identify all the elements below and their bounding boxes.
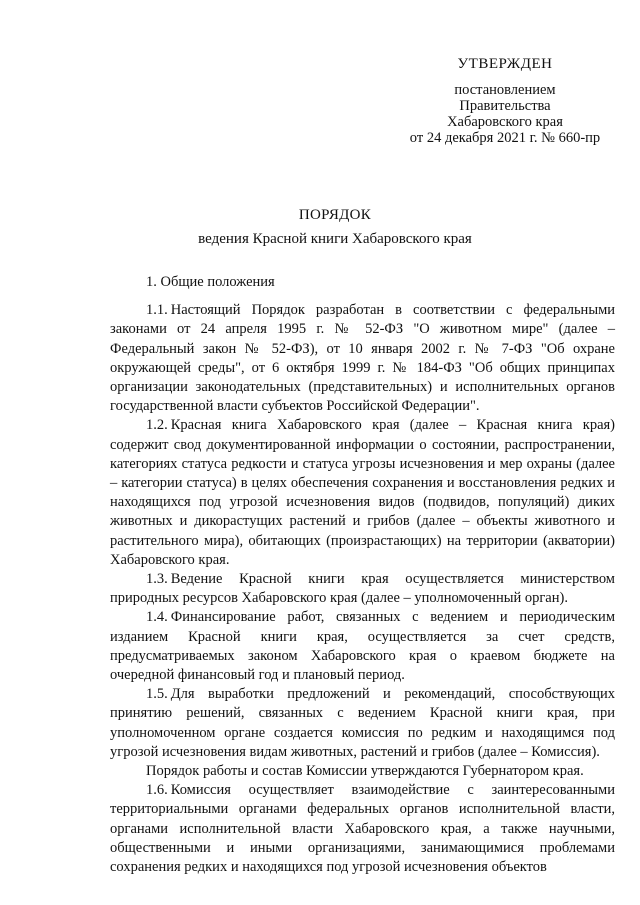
- paragraph-number: 1.5.: [146, 686, 168, 703]
- paragraph-1-3: [110, 570, 615, 608]
- section-heading: 1. Общие положения: [146, 274, 275, 290]
- paragraph-number: 1.2.: [146, 417, 168, 434]
- paragraph-number: 1.4.: [146, 609, 168, 626]
- paragraph-1-4: [110, 608, 615, 685]
- paragraph-1-2: [110, 416, 615, 570]
- paragraph-text: Ведение Красной книги края осуществляется министерством природных ресурсов Хабаровского края (далее – уполномоченный орган).: [110, 571, 615, 607]
- approval-stamp: [395, 56, 615, 146]
- paragraph-text: Порядок работы и состав Комиссии утверждаются Губернатором края.: [146, 763, 584, 780]
- paragraph-number: 1.3.: [146, 571, 168, 588]
- paragraph-number: 1.6.: [146, 782, 168, 799]
- document-title: ПОРЯДОК: [298, 207, 372, 223]
- paragraph-text: Комиссия осуществляет взаимодействие с заинтересованными территориальными органами федеральных органов исполнительной власти, органами исполнительной власти Хабаровского края, а также научными, общественными и иными организациями, занимающимися проблемами сохранения редких и находящихся под угрозой исчезновения объектов: [110, 782, 615, 876]
- approval-line-3: Хабаровского края: [447, 114, 563, 130]
- document-subtitle: ведения Красной книги Хабаровского края: [198, 231, 472, 247]
- document-body: [110, 273, 615, 877]
- approval-line-1: постановлением: [454, 82, 556, 98]
- approval-line-2: Правительства: [459, 98, 551, 114]
- approval-heading: УТВЕРЖДЕН: [457, 56, 553, 72]
- paragraph-text: Финансирование работ, связанных с ведением и периодическим изданием Красной книги края, осуществляется за счет средств, предусматриваемых законом Хабаровского края о краевом бюджете на очередной финансовый год и плановый период.: [110, 609, 615, 684]
- paragraph-1-1: [110, 301, 615, 416]
- paragraph-text: Для выработки предложений и рекомендаций, способствующих принятию решений, связанных с ведением Красной книги края, при уполномоченном органе создается комиссия по редким и находящимся под угрозой исчезновения видам животных, растений и грибов (далее – Комиссия).: [110, 686, 615, 760]
- paragraph-commission-order: [110, 762, 615, 781]
- paragraph-1-5: [110, 685, 615, 762]
- paragraph-text: Настоящий Порядок разработан в соответствии с федеральными законами от 24 апреля 1995 г. № 52-ФЗ "О животном мире" (далее – Федеральный закон № 52-ФЗ), от 10 января 2002 г. № 7-ФЗ "Об охране окружающей среды", от 6 октября 1999 г. № 184-ФЗ "Об общих принципах организации законодательных (представительных) и исполнительных органов государственной власти субъектов Российской Федерации".: [110, 302, 615, 415]
- paragraph-text: Красная книга Хабаровского края (далее – Красная книга края) содержит свод документированной информации о состоянии, распространении, категориях статуса редкости и статуса угрозы исчезновения и мер охраны (далее – категории статуса) в целях обеспечения сохранения и восстановления редких и находящихся под угрозой исчезновения видов (подвидов, популяций) диких животных и дикорастущих растений и грибов (далее – объекты животного и растительного мира), обитающих (произрастающих) на территории (акватории) Хабаровского края.: [110, 417, 615, 568]
- paragraph-1-6: [110, 781, 615, 877]
- document-title-block: [0, 205, 640, 249]
- paragraph-number: 1.1.: [146, 302, 168, 319]
- approval-line-4: от 24 декабря 2021 г. № 660-пр: [409, 130, 601, 146]
